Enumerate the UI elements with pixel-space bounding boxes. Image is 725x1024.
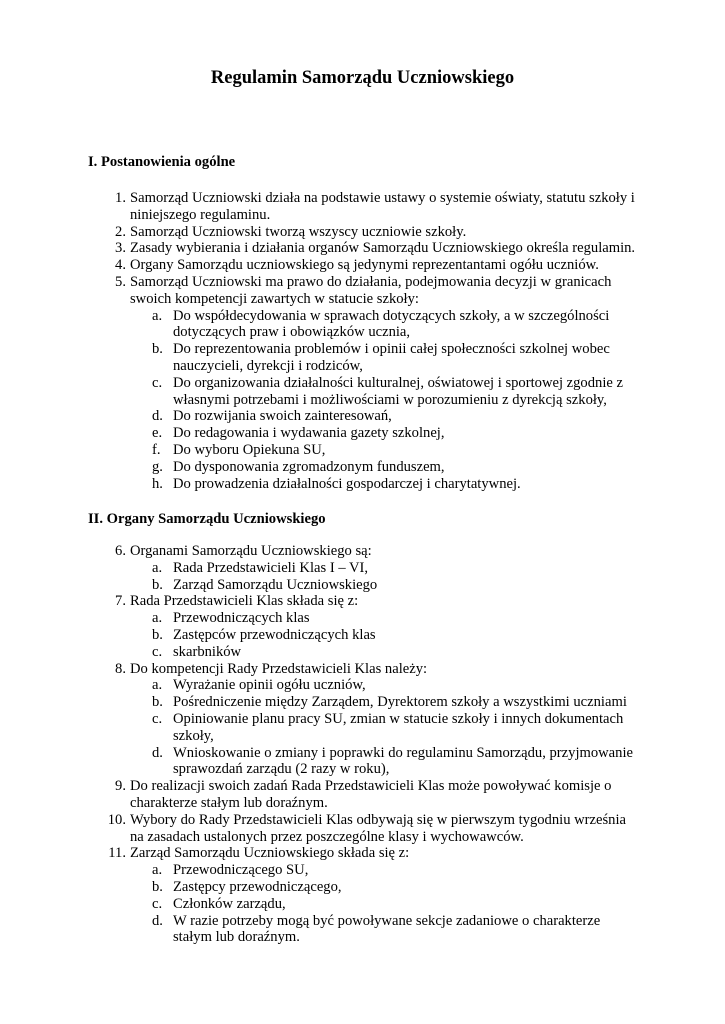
list-item	[0, 778, 640, 812]
item-number: 5.	[115, 273, 126, 290]
sub-list-item	[0, 408, 643, 425]
sub-list	[130, 862, 640, 946]
item-text-line: Zarząd Samorządu Uczniowskiego składa się z:	[130, 845, 410, 862]
item-number: 7.	[115, 593, 126, 610]
sub-list-item	[0, 862, 643, 879]
item-number: 11.	[108, 845, 126, 862]
sub-item-text-line: Przewodniczącego SU,	[173, 862, 309, 879]
sub-item-letter: h.	[152, 475, 163, 492]
item-text-line: swoich kompetencji zawartych w statucie szkoły:	[130, 290, 419, 307]
sub-item-text-line: Zastępców przewodniczących klas	[173, 626, 376, 643]
sub-item-text-line: własnymi potrzebami i możliwościami w porozumieniu z dyrekcją szkoły,	[173, 391, 607, 408]
sub-list-item	[0, 627, 643, 644]
list-item	[0, 812, 640, 846]
sub-list-item	[0, 913, 643, 947]
item-text-line: charakterze stałym lub doraźnym.	[130, 794, 328, 811]
sub-list-item	[0, 425, 643, 442]
sub-list-item	[0, 476, 643, 493]
list-item	[0, 190, 640, 224]
sub-list-item	[0, 694, 643, 711]
sub-item-letter: e.	[152, 425, 163, 442]
sub-item-letter: c.	[152, 710, 163, 727]
list-item	[0, 224, 640, 241]
item-text-line: na zasadach ustalonych przez poszczególne klasy i wychowawców.	[130, 828, 524, 845]
sub-item-text-line: Do rozwijania swoich zainteresowań,	[173, 408, 392, 425]
sub-list	[130, 308, 640, 493]
item-text-line: Organy Samorządu uczniowskiego są jedynymi reprezentantami ogółu uczniów.	[130, 257, 599, 274]
sub-list-item	[0, 459, 643, 476]
item-number: 10.	[107, 811, 126, 828]
item-text-line: niniejszego regulaminu.	[130, 206, 271, 223]
sub-list-item	[0, 560, 643, 577]
sub-item-letter: c.	[152, 895, 163, 912]
sub-item-text-line: Przewodniczących klas	[173, 610, 310, 627]
sub-list-item	[0, 375, 643, 409]
sub-item-text-line: Opiniowanie planu pracy SU, zmian w statucie szkoły i innych dokumentach	[173, 710, 624, 727]
sub-item-text-line: stałym lub doraźnym.	[173, 929, 300, 946]
item-text-line: Zasady wybierania i działania organów Samorządu Uczniowskiego określa regulamin.	[130, 240, 636, 257]
item-text-line: Samorząd Uczniowski działa na podstawie ustawy o systemie oświaty, statutu szkoły i	[130, 190, 635, 206]
sub-item-text-line: Zastępcy przewodniczącego,	[173, 878, 342, 895]
sub-item-text-line: Rada Przedstawicieli Klas I – VI,	[173, 559, 369, 576]
sub-item-text-line: sprawozdań zarządu (2 razy w roku),	[173, 761, 390, 778]
item-text-line: Do kompetencji Rady Przedstawicieli Klas należy:	[130, 660, 428, 677]
section-list	[0, 190, 725, 492]
sub-item-text-line: skarbników	[173, 643, 242, 660]
list-item	[0, 257, 640, 274]
item-text-line: Organami Samorządu Uczniowskiego są:	[130, 543, 372, 559]
item-number: 6.	[115, 543, 126, 559]
sub-item-text-line: nauczycieli, dyrekcji i rodziców,	[173, 357, 363, 374]
section-heading: II. Organy Samorządu Uczniowskiego	[88, 511, 326, 527]
list-item	[0, 274, 640, 492]
sub-list-item	[0, 610, 643, 627]
item-text-line: Rada Przedstawicieli Klas składa się z:	[130, 593, 359, 610]
sub-list	[130, 560, 640, 594]
sub-item-text-line: W razie potrzeby mogą być powoływane sekcje zadaniowe o charakterze	[173, 912, 601, 929]
item-text-line: Samorząd Uczniowski tworzą wszyscy uczniowie szkoły.	[130, 223, 467, 240]
sub-item-text-line: Do redagowania i wydawania gazety szkolnej,	[173, 425, 445, 442]
sub-item-letter: a.	[152, 610, 163, 627]
sub-item-text-line: Do wyboru Opiekuna SU,	[173, 441, 326, 458]
item-text-line: Do realizacji swoich zadań Rada Przedstawicieli Klas może powoływać komisje o	[130, 778, 612, 795]
sub-item-letter: a.	[152, 862, 163, 879]
sub-item-text-line: Do reprezentowania problemów i opinii całej społeczności szkolnej wobec	[173, 341, 610, 358]
sub-item-text-line: Członków zarządu,	[173, 895, 286, 912]
sub-item-text-line: Do współdecydowania w sprawach dotyczących szkoły, a w szczególności	[173, 307, 610, 324]
item-number: 9.	[115, 778, 126, 795]
sub-item-letter: b.	[152, 576, 163, 593]
sub-list	[130, 677, 640, 778]
sub-list-item	[0, 677, 643, 694]
section-heading: I. Postanowienia ogólne	[88, 154, 236, 170]
sub-item-letter: d.	[152, 408, 163, 425]
item-number: 1.	[115, 190, 126, 206]
sub-item-text-line: Do prowadzenia działalności gospodarczej i charytatywnej.	[173, 475, 521, 492]
sub-list	[130, 610, 640, 660]
sub-item-text-line: Wyrażanie opinii ogółu uczniów,	[173, 677, 366, 694]
sub-item-letter: a.	[152, 677, 163, 694]
sub-list-item	[0, 644, 643, 661]
list-item	[0, 240, 640, 257]
sub-item-text-line: Pośredniczenie między Zarządem, Dyrektorem szkoły a wszystkimi uczniami	[173, 694, 627, 711]
sub-item-letter: b.	[152, 878, 163, 895]
sub-item-letter: d.	[152, 744, 163, 761]
sub-list-item	[0, 442, 643, 459]
item-text-line: Wybory do Rady Przedstawicieli Klas odbywają się w pierwszym tygodniu września	[130, 811, 627, 828]
sub-list-item	[0, 879, 643, 896]
list-item	[0, 593, 640, 660]
sub-list-item	[0, 341, 643, 375]
sub-item-text-line: Do organizowania działalności kulturalnej, oświatowej i sportowej zgodnie z	[173, 374, 623, 391]
list-item	[0, 661, 640, 779]
sub-list-item	[0, 896, 643, 913]
sub-item-letter: b.	[152, 626, 163, 643]
sub-list-item	[0, 308, 643, 342]
sub-item-text-line: dotyczących praw i obowiązków ucznia,	[173, 324, 411, 341]
sub-item-letter: f.	[152, 441, 161, 458]
sub-item-text-line: Zarząd Samorządu Uczniowskiego	[173, 576, 378, 593]
page-title: Regulamin Samorządu Uczniowskiego	[210, 68, 515, 88]
sub-item-letter: d.	[152, 912, 163, 929]
sub-item-letter: c.	[152, 374, 163, 391]
sub-item-letter: a.	[152, 559, 163, 576]
item-number: 8.	[115, 660, 126, 677]
sub-list-item	[0, 745, 643, 779]
sub-item-letter: c.	[152, 643, 163, 660]
sub-item-text-line: Do dysponowania zgromadzonym funduszem,	[173, 458, 445, 475]
sub-item-text-line: szkoły,	[173, 727, 214, 744]
sub-item-letter: b.	[152, 694, 163, 711]
item-text-line: Samorząd Uczniowski ma prawo do działania, podejmowania decyzji w granicach	[130, 273, 612, 290]
sub-list-item	[0, 711, 643, 745]
list-item	[0, 543, 640, 593]
sub-list-item	[0, 577, 643, 594]
sub-item-text-line: Wnioskowanie o zmiany i poprawki do regulaminu Samorządu, przyjmowanie	[173, 744, 633, 761]
list-item	[0, 845, 640, 946]
item-number: 2.	[115, 223, 126, 240]
sub-item-letter: a.	[152, 307, 163, 324]
sub-item-letter: b.	[152, 341, 163, 358]
item-number: 3.	[115, 240, 126, 257]
sub-item-letter: g.	[152, 458, 163, 475]
section-list	[0, 543, 725, 946]
item-number: 4.	[115, 257, 126, 274]
